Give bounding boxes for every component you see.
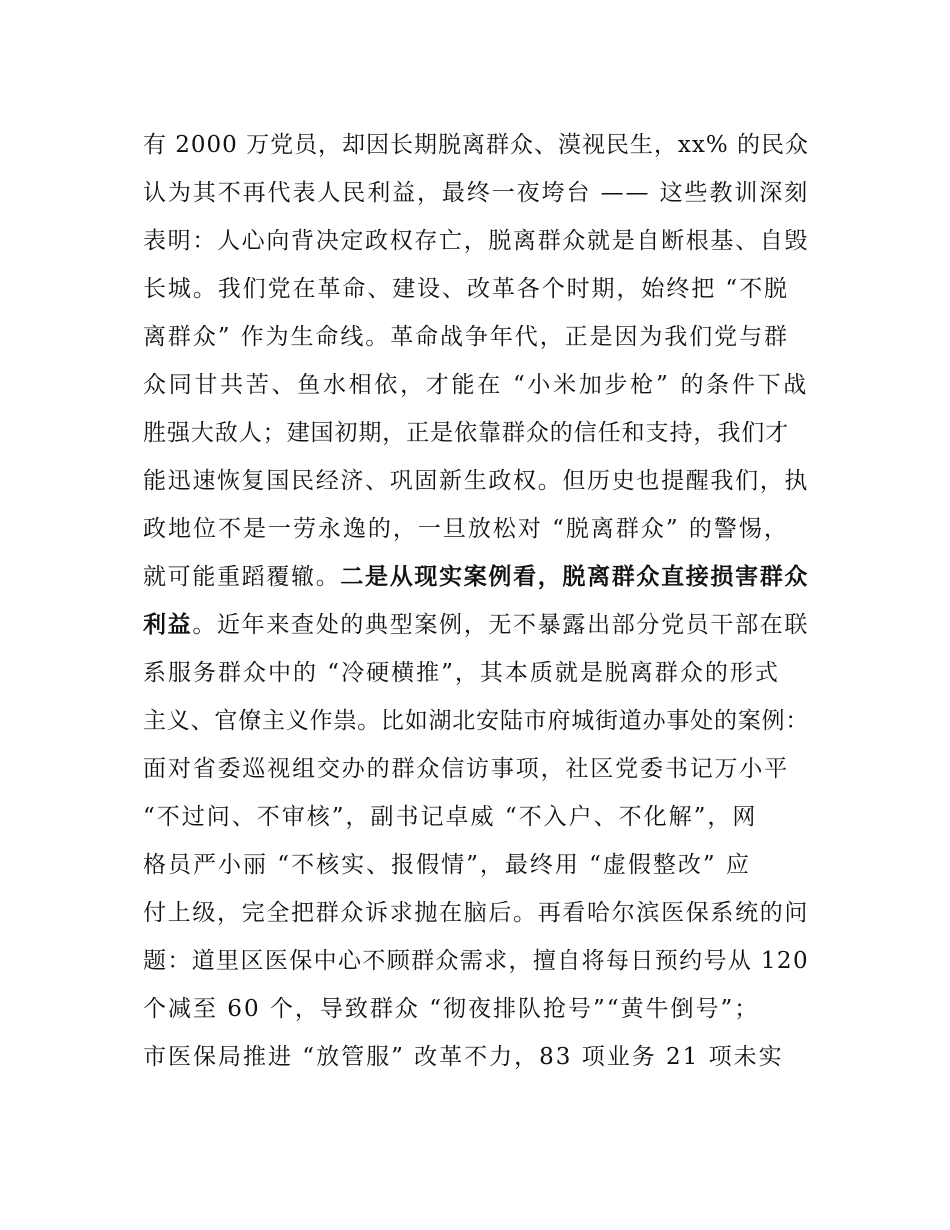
text-line xyxy=(143,1040,784,1074)
text-line xyxy=(143,416,789,450)
body-text: 胜强大敌人；建国初期，正是依靠群众的信任和支持，我们才 xyxy=(143,420,790,446)
body-text: 面对省委巡视组交办的群众信访事项，社区党委书记万小平 xyxy=(143,756,790,782)
text-line xyxy=(143,368,809,402)
body-text: “不过问、不审核”，副书记卓威 “不入户、不化解”，网 xyxy=(143,804,758,830)
text-line xyxy=(143,704,809,738)
body-text: 众同甘共苦、鱼水相依，才能在 “小米加步枪” 的条件下战 xyxy=(143,372,810,398)
body-text: 主义、官僚主义作祟。比如湖北安陆市府城街道办事处的案例： xyxy=(143,708,810,734)
text-line xyxy=(143,608,809,642)
body-text: 就可能重蹈覆辙。 xyxy=(143,564,341,590)
bold-heading-text: 二是从现实案例看，脱离群众直接损害群众 xyxy=(340,564,810,590)
body-text: 有 2000 万党员，却因长期脱离群众、漠视民生，xx% 的民众 xyxy=(143,132,809,158)
body-text: 格员严小丽 “不核实、报假情”，最终用 “虚假整改” 应 xyxy=(143,852,751,878)
text-line xyxy=(143,944,809,978)
body-text: 个减至 60 个，导致群众 “彻夜排队抢号”“黄牛倒号”； xyxy=(143,996,760,1022)
text-line xyxy=(143,752,789,786)
body-text: 付上级，完全把群众诉求抛在脑后。再看哈尔滨医保系统的问 xyxy=(143,900,810,926)
body-text: 市医保局推进 “放管服” 改革不力，83 项业务 21 项未实 xyxy=(143,1044,784,1070)
text-line xyxy=(143,800,757,834)
body-text: 离群众” 作为生命线。革命战争年代，正是因为我们党与群 xyxy=(143,324,789,350)
text-line xyxy=(143,992,759,1026)
body-text: 长城。我们党在革命、建设、改革各个时期，始终把 “不脱 xyxy=(143,276,789,302)
text-line xyxy=(143,128,809,162)
text-line xyxy=(143,464,809,498)
text-line xyxy=(143,560,809,594)
text-line xyxy=(143,896,809,930)
text-line xyxy=(143,848,751,882)
body-text: 系服务群众中的 “冷硬横推”，其本质就是脱离群众的形式 xyxy=(143,660,780,686)
text-line xyxy=(143,320,789,354)
text-line xyxy=(143,272,789,306)
body-text: 题：道里区医保中心不顾群众需求，擅自将每日预约号从 120 xyxy=(143,948,809,974)
text-line xyxy=(143,656,780,690)
text-line xyxy=(143,224,809,258)
body-text: 政地位不是一劳永逸的，一旦放松对 “脱离群众” 的警惕， xyxy=(143,516,789,542)
body-text: 能迅速恢复国民经济、巩固新生政权。但历史也提醒我们，执 xyxy=(143,468,810,494)
bold-heading-text: 利益 xyxy=(143,612,193,638)
text-line xyxy=(143,512,789,546)
body-text: 认为其不再代表人民利益，最终一夜垮台 —— 这些教训深刻 xyxy=(143,180,810,206)
body-text: 表明：人心向背决定政权存亡，脱离群众就是自断根基、自毁 xyxy=(143,228,810,254)
text-line xyxy=(143,176,809,210)
body-text: 。近年来查处的典型案例，无不暴露出部分党员干部在联 xyxy=(192,612,810,638)
